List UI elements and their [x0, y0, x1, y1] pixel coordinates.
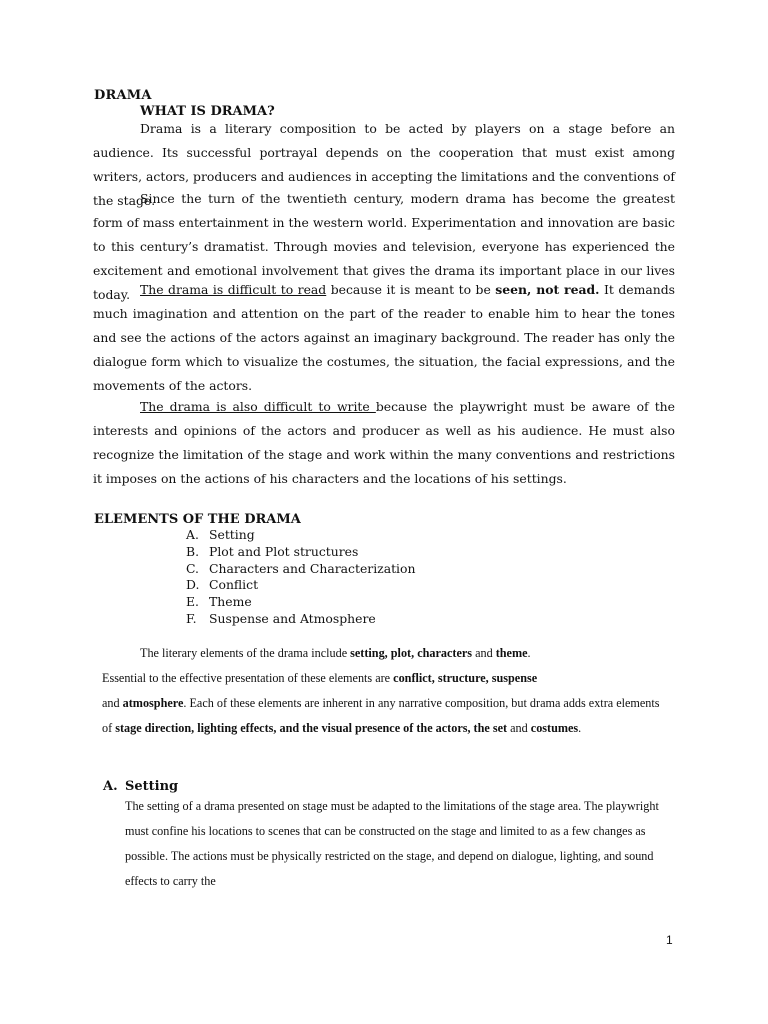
- underlined-phrase: The drama is also difficult to write: [140, 399, 376, 414]
- paragraph-text: It demands much imagination and attention on the part of the reader to enable him to hear the tones and see the actions of the actors against an imaginary background. The reader has only the dialogue form which to visualize the costumes, the situation, the facial expressions, and the movements of the actors.: [93, 282, 675, 393]
- section-heading-what-is-drama: WHAT IS DRAMA?: [140, 104, 275, 119]
- list-item-text: Plot and Plot structures: [209, 543, 359, 559]
- document-title: DRAMA: [94, 88, 152, 103]
- list-marker: A.: [186, 527, 199, 542]
- paragraph-text: .: [527, 646, 531, 660]
- paragraph-difficult-to-write: [93, 395, 675, 491]
- paragraph-text: The literary elements of the drama include: [140, 646, 351, 660]
- section-title: Setting: [125, 779, 179, 794]
- paragraph-difficult-to-read: [93, 278, 675, 398]
- list-item: [186, 544, 415, 561]
- list-marker: C.: [186, 560, 199, 576]
- section-heading-setting: [103, 779, 178, 794]
- paragraph-setting: The setting of a drama presented on stage must be adapted to the limitations of the stage area. The playwright must confine his locations to scenes that can be constructed on the stage and limited to as a few changes as possible. The actions must be physically restricted on the stage, and depend on dialogue, lighting, and sound effects to carry the: [125, 799, 659, 888]
- list-marker: A.: [103, 779, 118, 794]
- paragraph-text: and: [507, 721, 531, 735]
- bold-phrase: costumes: [530, 721, 579, 735]
- paragraph-text: .: [578, 721, 582, 735]
- list-item: [186, 527, 415, 544]
- page-number: 1: [666, 933, 673, 947]
- paragraph-text: and: [472, 646, 496, 660]
- list-item: [186, 594, 415, 611]
- list-item-text: Conflict: [209, 577, 259, 593]
- paragraph-text: Essential to the effective presentation of these elements are: [102, 671, 394, 685]
- bold-phrase: conflict, structure, suspense: [393, 671, 538, 685]
- elements-list: [186, 527, 415, 628]
- list-marker: E.: [186, 594, 199, 610]
- list-item: [186, 577, 415, 594]
- section-heading-elements: ELEMENTS OF THE DRAMA: [94, 512, 301, 527]
- bold-phrase: setting, plot, characters: [350, 646, 473, 660]
- list-marker: D.: [186, 577, 200, 593]
- bold-phrase: theme: [495, 646, 528, 660]
- list-item: [186, 561, 415, 578]
- paragraph-literary-elements-first-line: [102, 641, 672, 666]
- paragraph-literary-elements: [102, 666, 672, 741]
- list-marker: B.: [186, 543, 200, 559]
- paragraph-text: because the playwright must be aware of the interests and opinions of the actors and producer as well as his audience. He must also recognize the limitation of the stage and work within the many conventions and restrictions it imposes on the actions of his characters and the locations of his settings.: [93, 399, 675, 486]
- bold-phrase: seen, not read.: [495, 282, 600, 297]
- underlined-phrase: The drama is difficult to read: [140, 282, 327, 297]
- paragraph-text: and: [102, 696, 123, 710]
- list-marker: F.: [186, 610, 197, 626]
- bold-phrase: stage direction, lighting effects, and the visual presence of the actors, the set: [115, 721, 508, 735]
- list-item-text: Characters and Characterization: [209, 560, 416, 576]
- list-item: [186, 611, 415, 628]
- bold-phrase: atmosphere: [122, 696, 184, 710]
- paragraph-text: Drama is a literary composition to be acted by players on a stage before an audience. Its successful portrayal depends on the cooperation that must exist among writers, actors, producers and audiences in accepting the limitations and the conventions of the stage.: [93, 121, 675, 208]
- list-item-text: Setting: [209, 527, 255, 542]
- list-item-text: Theme: [209, 594, 252, 610]
- paragraph-text: Since the turn of the twentieth century, modern drama has become the greatest form of mass entertainment in the western world. Experimentation and innovation are basic to this century’s dramatist. Through movies and television, everyone has experienced the excitement and emotional involvement that gives the drama its important place in our lives today.: [93, 191, 675, 302]
- paragraph-text: because it is meant to be: [326, 282, 496, 297]
- paragraph-text: . Each of these elements are inherent in any narrative composition, but drama adds extra elements of: [102, 696, 660, 735]
- list-item-text: Suspense and Atmosphere: [209, 610, 376, 626]
